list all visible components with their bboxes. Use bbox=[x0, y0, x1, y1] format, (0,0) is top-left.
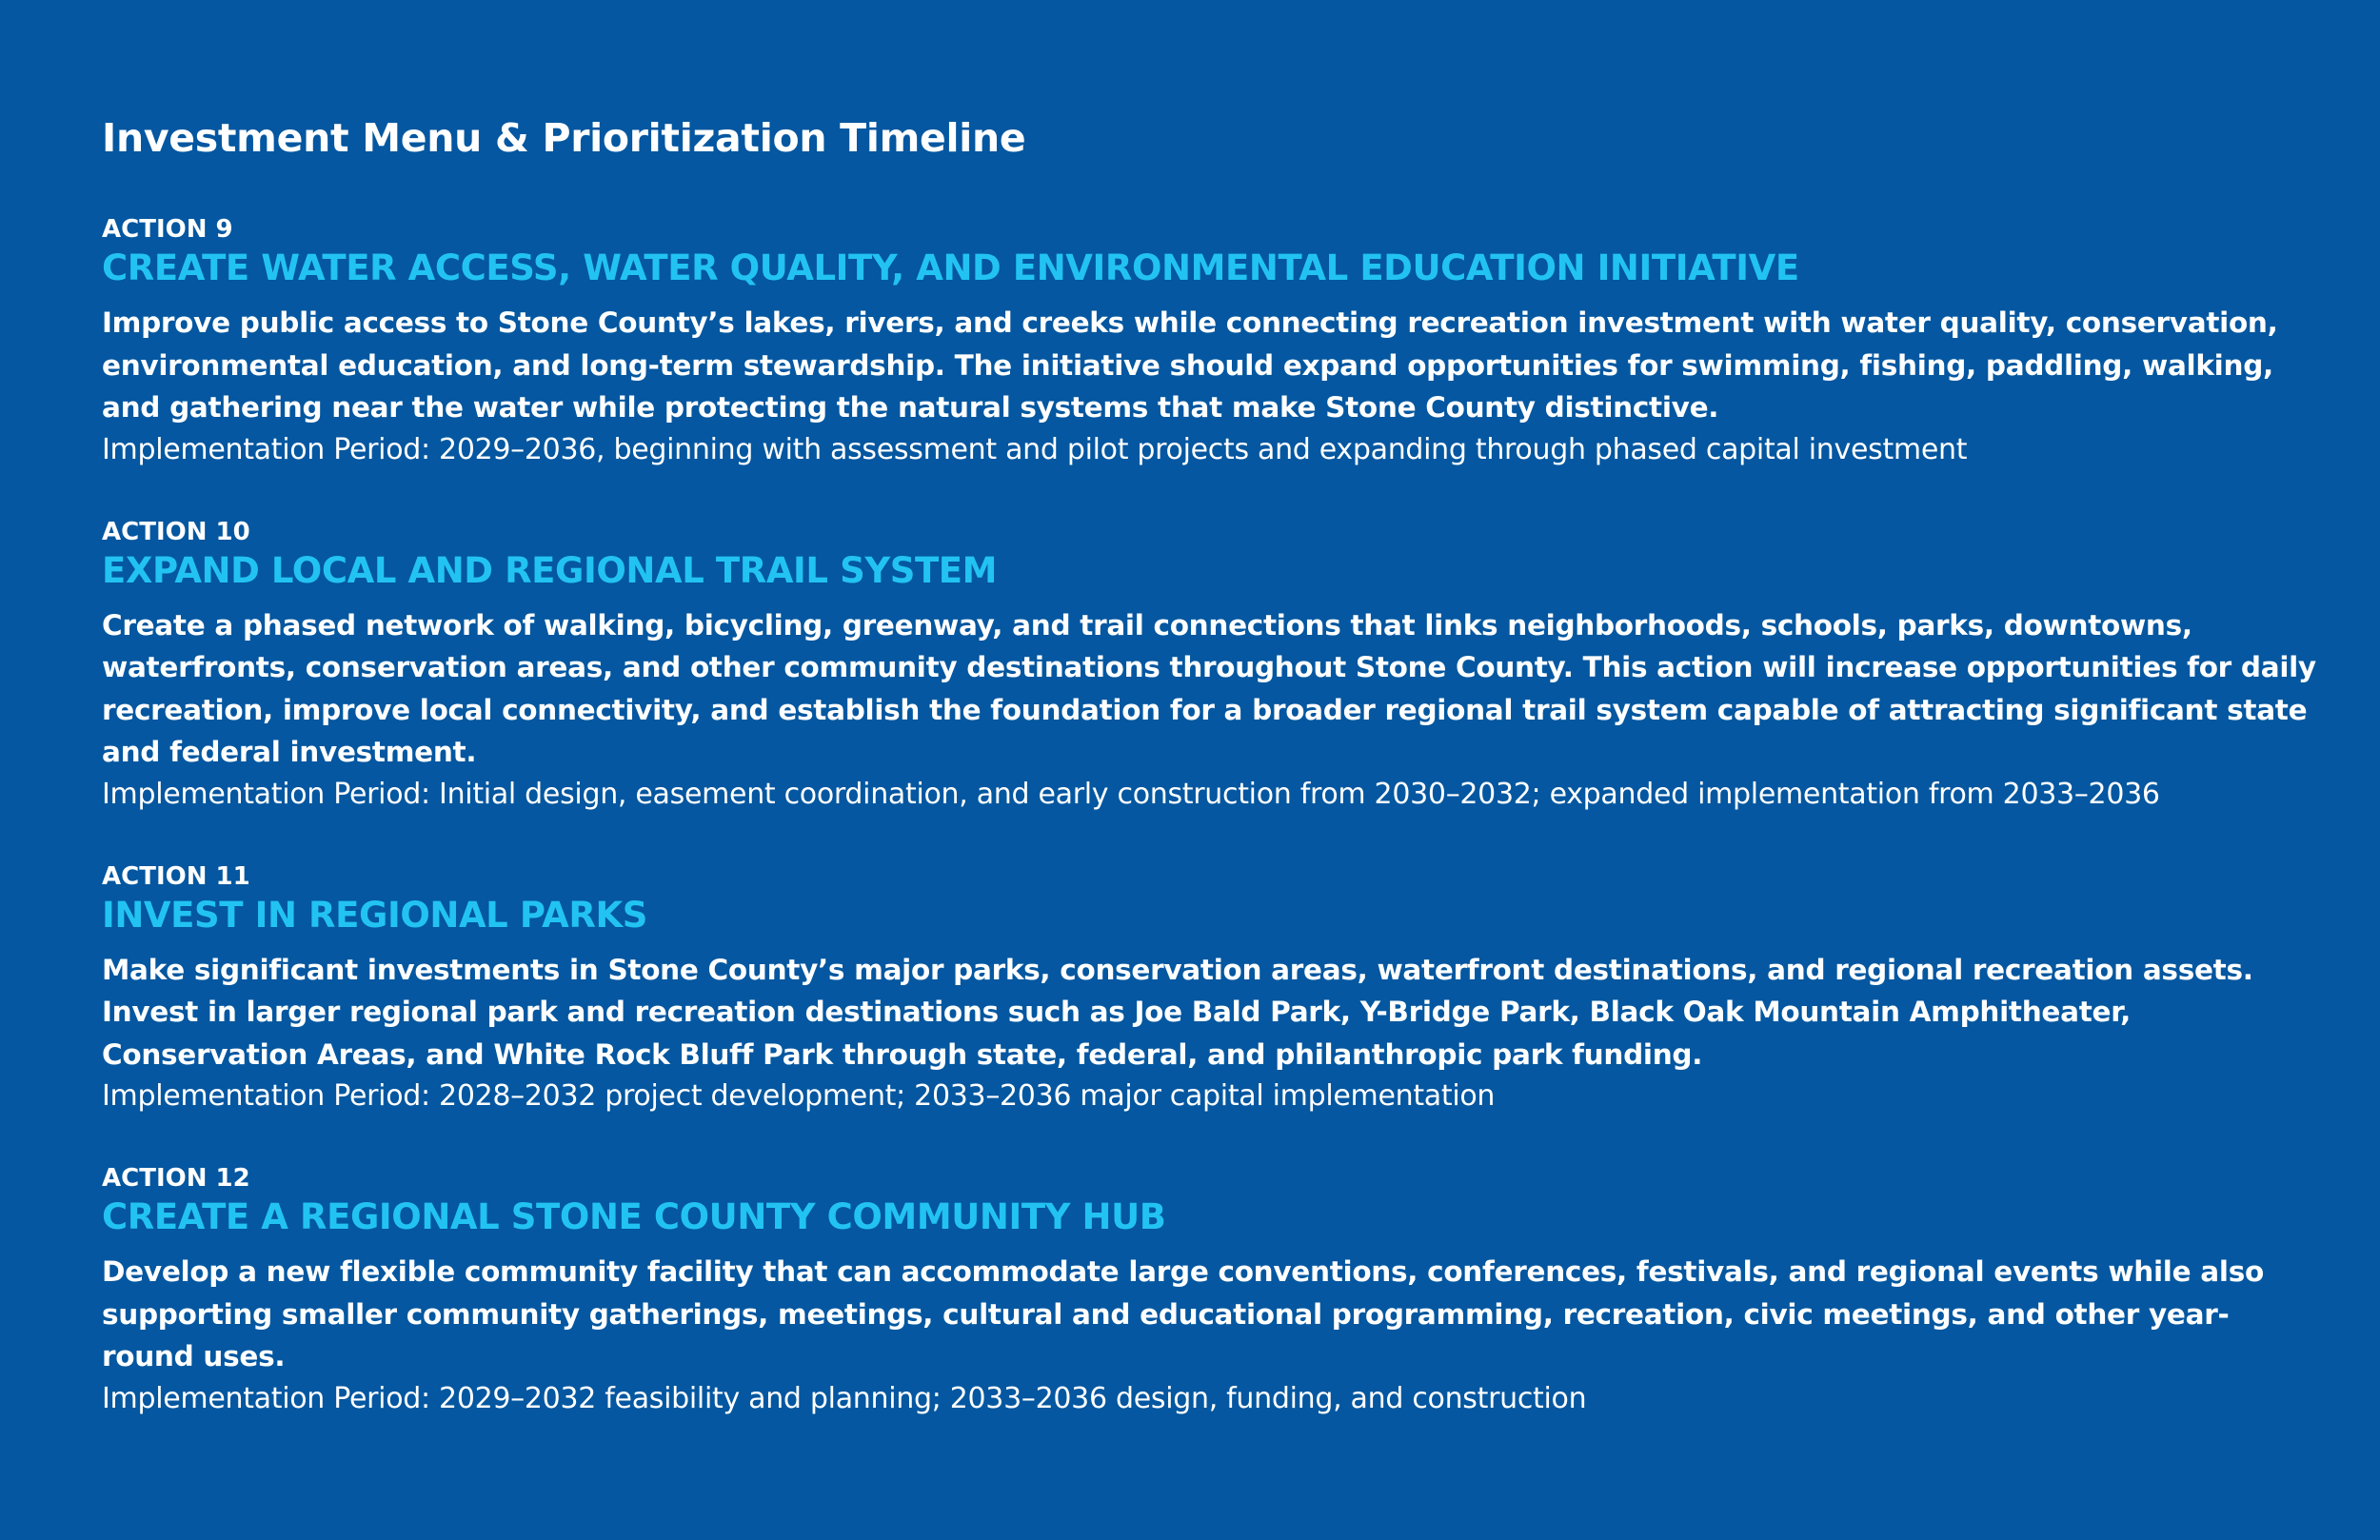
action-10-section bbox=[102, 517, 2320, 816]
implementation-period: Implementation Period: 2028–2032 project development; 2033–2036 major capital implementation bbox=[102, 1079, 1496, 1113]
action-9-section bbox=[102, 214, 2320, 471]
page-title: Investment Menu & Prioritization Timeline bbox=[102, 115, 1026, 161]
action-number: ACTION 9 bbox=[102, 215, 233, 244]
action-number: ACTION 10 bbox=[102, 517, 250, 546]
action-heading: CREATE WATER ACCESS, WATER QUALITY, AND ENVIRONMENTAL EDUCATION INITIATIVE bbox=[102, 247, 1799, 288]
implementation-period: Implementation Period: Initial design, easement coordination, and early construction from 2030–2032; expanded implementation from 2033–2036 bbox=[102, 777, 2160, 811]
implementation-period: Implementation Period: 2029–2036, beginning with assessment and pilot projects and expanding through phased capital investment bbox=[102, 432, 1968, 466]
implementation-period: Implementation Period: 2029–2032 feasibility and planning; 2033–2036 design, funding, and construction bbox=[102, 1381, 1587, 1415]
action-description: Develop a new flexible community facility that can accommodate large conventions, conferences, festivals, and regional events while also supporting smaller community gatherings, meetings, cultural and educational programming, recreation, civic meetings, and other year-round uses. bbox=[102, 1255, 2264, 1372]
document-page bbox=[102, 111, 2320, 1420]
action-description: Improve public access to Stone County’s lakes, rivers, and creeks while connecting recreation investment with water quality, conservation, environmental education, and long-term stewardship. The initiative should expand opportunities for swimming, fishing, paddling, walking, and gathering near the water while protecting the natural systems that make Stone County distinctive. bbox=[102, 306, 2278, 424]
action-heading: INVEST IN REGIONAL PARKS bbox=[102, 894, 648, 936]
action-11-section bbox=[102, 861, 2320, 1118]
action-number: ACTION 12 bbox=[102, 1164, 250, 1193]
action-description: Create a phased network of walking, bicycling, greenway, and trail connections that links neighborhoods, schools, parks, downtowns, waterfronts, conservation areas, and other community destinations throughout Stone County. This action will increase opportunities for daily recreation, improve local connectivity, and establish the foundation for a broader regional trail system capable of attracting significant state and federal investment. bbox=[102, 608, 2316, 768]
action-heading: EXPAND LOCAL AND REGIONAL TRAIL SYSTEM bbox=[102, 549, 998, 591]
action-heading: CREATE A REGIONAL STONE COUNTY COMMUNITY HUB bbox=[102, 1196, 1166, 1237]
action-number: ACTION 11 bbox=[102, 861, 250, 891]
action-description: Make significant investments in Stone County’s major parks, conservation areas, waterfront destinations, and regional recreation assets. Invest in larger regional park and recreation destinations such as Joe Bald Park, Y-Bridge Park, Black Oak Mountain Amphitheater, Conservation Areas, and White Rock Bluff Park through state, federal, and philanthropic park funding. bbox=[102, 953, 2253, 1071]
action-12-section bbox=[102, 1163, 2320, 1420]
